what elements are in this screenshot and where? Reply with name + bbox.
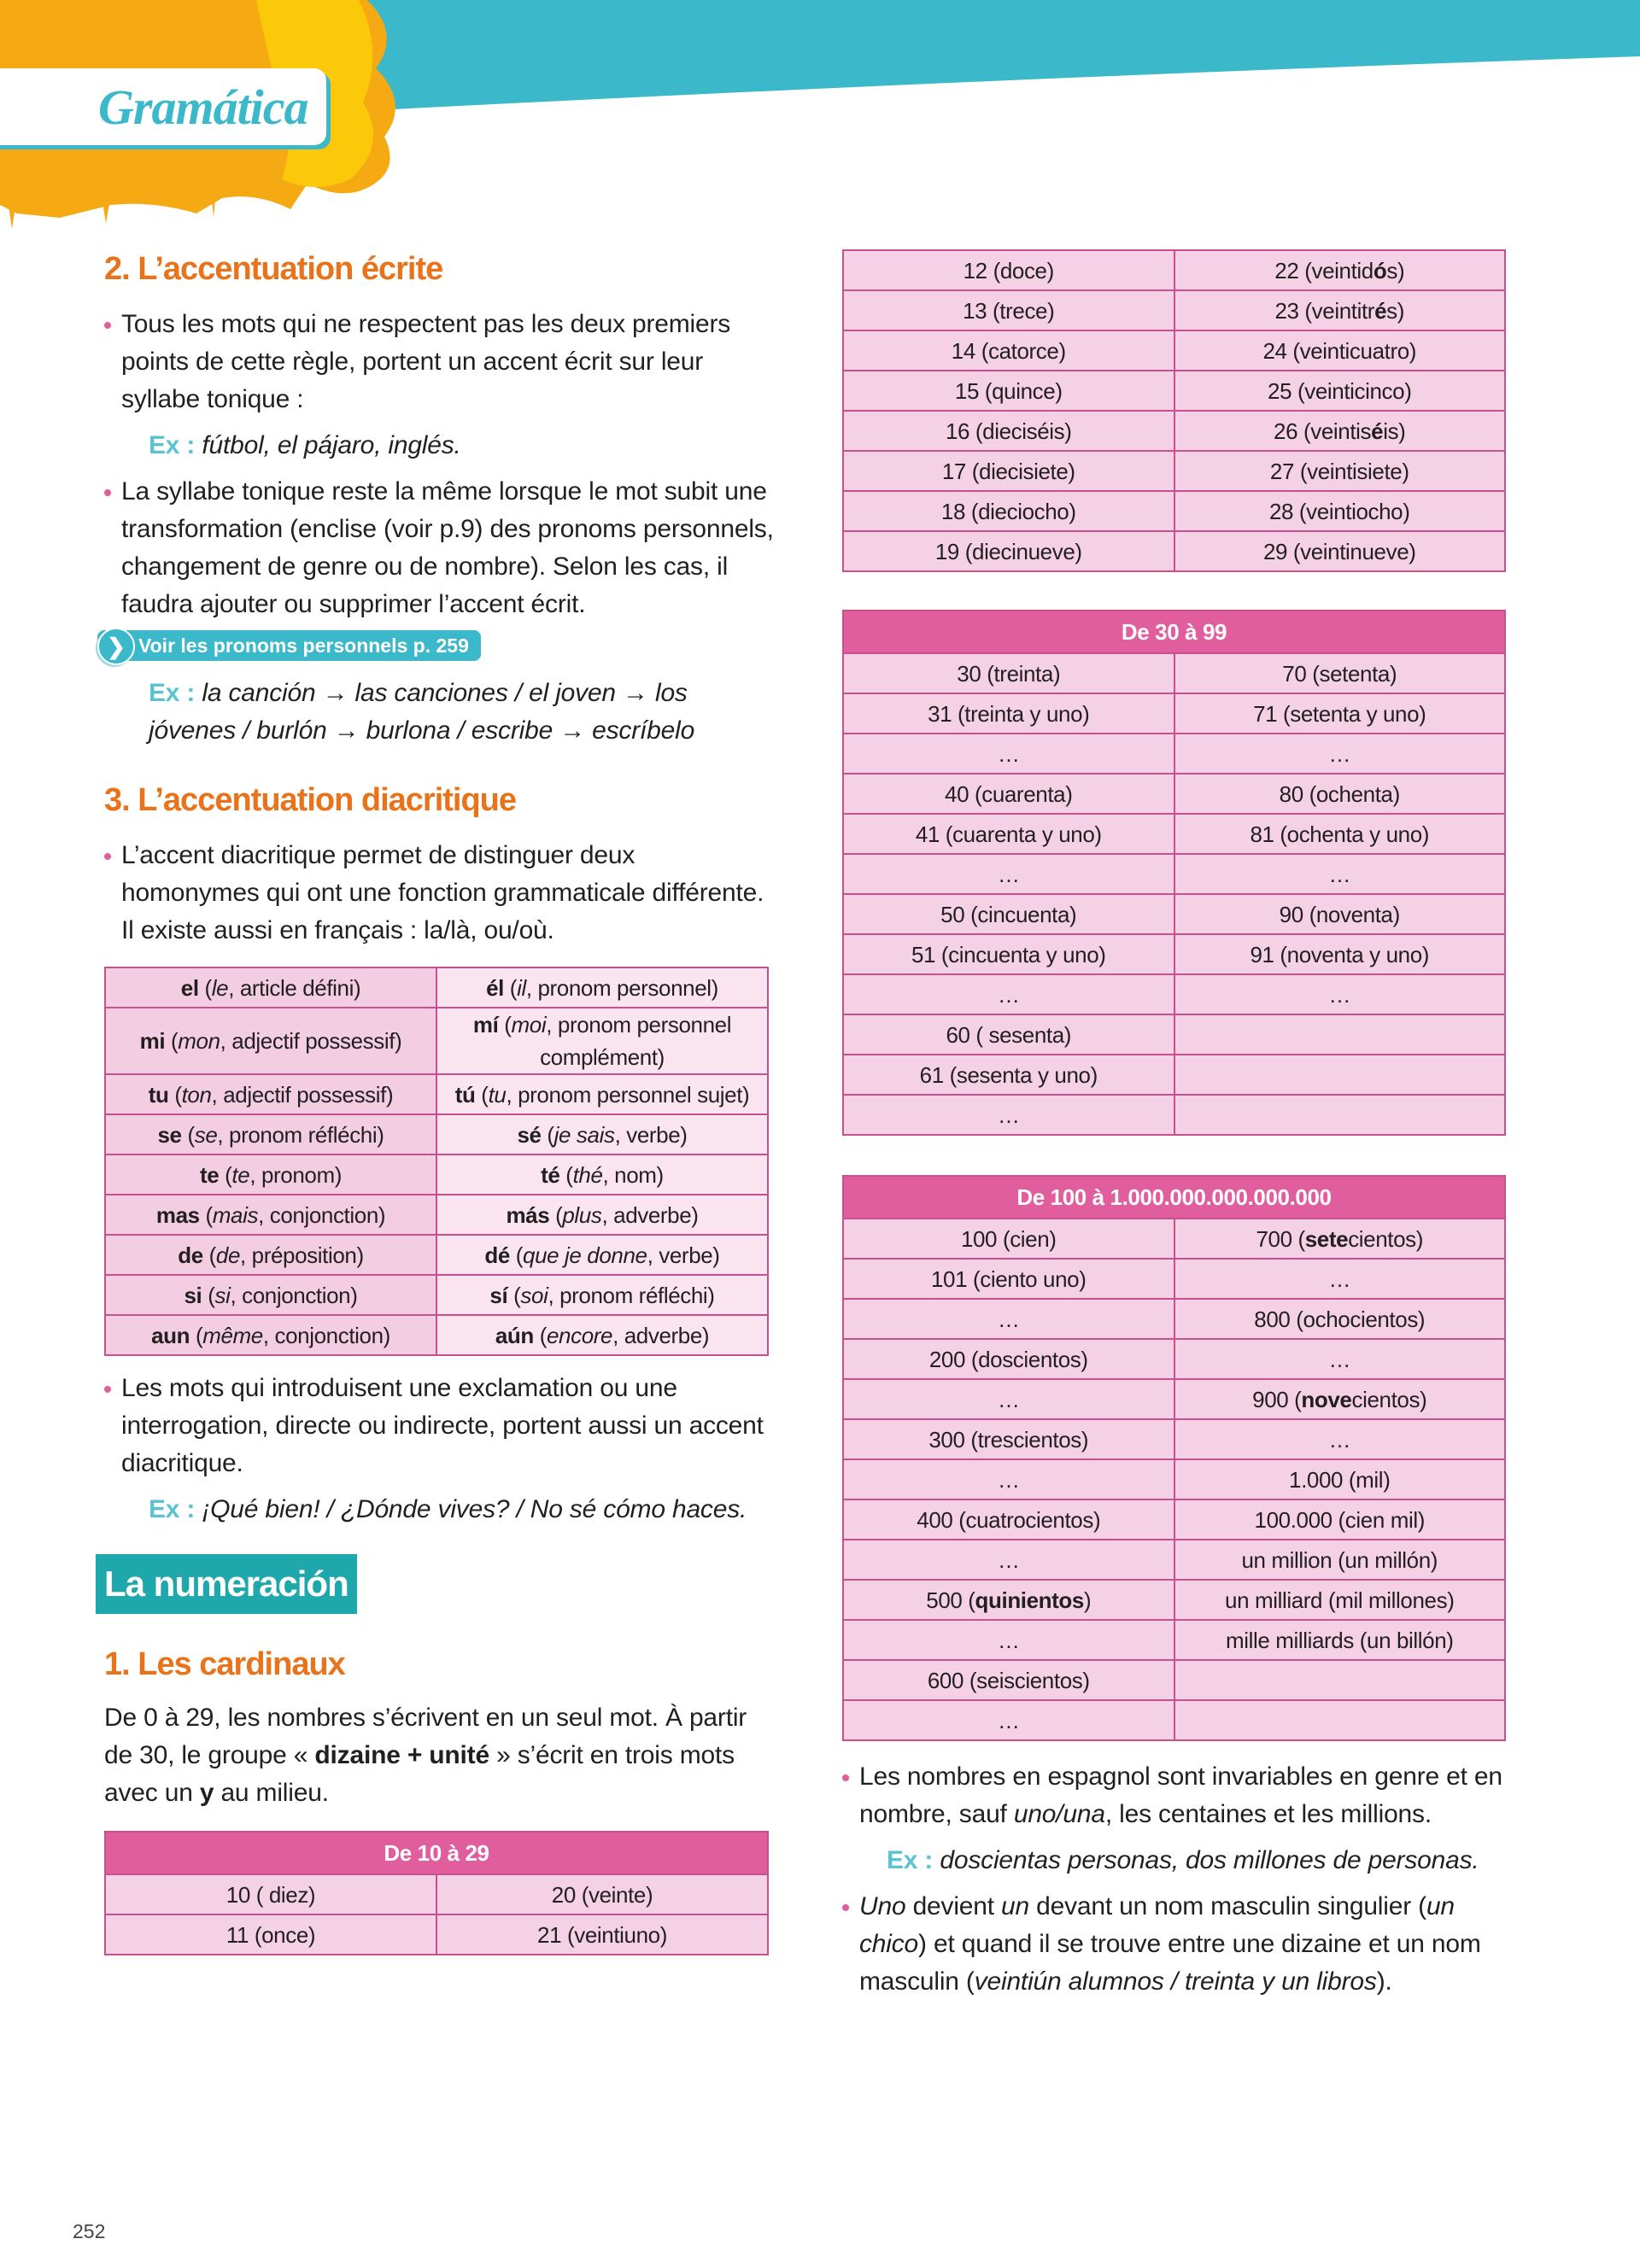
table-cell: 27 (veintisiete)	[1174, 451, 1506, 491]
table-cell: …	[843, 1620, 1174, 1660]
text-segment: aun	[151, 1322, 190, 1348]
table-row	[843, 1700, 1505, 1740]
table-cell: un milliard (mil millones)	[1174, 1580, 1506, 1620]
text-segment: thé	[572, 1161, 603, 1188]
text-segment: )	[1083, 1587, 1092, 1613]
table-row	[843, 1014, 1505, 1055]
text-segment: se	[194, 1121, 218, 1148]
text-segment: fútbol, el pájaro, inglés.	[195, 431, 461, 459]
text-segment: , pronom réfléchi)	[217, 1121, 384, 1148]
bullet-paragraph	[104, 473, 779, 623]
text-segment: 700 (	[1256, 1225, 1305, 1252]
table-row	[105, 1008, 768, 1074]
table-row	[843, 734, 1505, 774]
table-row	[105, 1235, 768, 1275]
text-segment: mais	[212, 1201, 259, 1228]
text-segment: soi	[520, 1282, 548, 1308]
table-row	[843, 1419, 1505, 1459]
text-segment: aún	[495, 1322, 534, 1348]
section-title-numeracion: La numeración	[96, 1554, 357, 1614]
table-cell: 30 (treinta)	[843, 653, 1174, 693]
heading-accentuation-diacritique: 3. L’accentuation diacritique	[104, 782, 517, 818]
table-row	[105, 1874, 768, 1914]
text-segment: (	[199, 1201, 213, 1228]
table-cell	[1174, 1095, 1506, 1135]
table-cell: 100 (cien)	[843, 1219, 1174, 1259]
text-segment: , verbe)	[614, 1121, 688, 1148]
table-row	[843, 814, 1505, 854]
table-cell	[105, 1008, 436, 1074]
text-segment: il	[517, 974, 526, 1001]
table-cell: 11 (once)	[105, 1914, 436, 1955]
table-cell: 21 (veintiuno)	[436, 1914, 768, 1955]
table-cell	[1174, 1700, 1506, 1740]
text-segment: (	[181, 1121, 195, 1148]
table-cell: …	[843, 1700, 1174, 1740]
example-text	[933, 1846, 1479, 1874]
text-segment: se	[157, 1121, 182, 1148]
text-segment: té	[541, 1161, 560, 1188]
bullet-paragraph	[104, 1370, 779, 1482]
text-segment: au milieu.	[214, 1779, 329, 1807]
text-segment: nove	[1301, 1386, 1352, 1412]
table-cell: 61 (sesenta y uno)	[843, 1055, 1174, 1095]
table-row	[843, 411, 1505, 451]
example	[104, 675, 779, 750]
table-10-29-continued-grid	[842, 249, 1506, 572]
text-segment: mon	[178, 1028, 220, 1054]
text-segment: cientos)	[1348, 1225, 1424, 1252]
text-segment: (	[533, 1322, 547, 1348]
text-segment: 22 (veintid	[1274, 257, 1374, 284]
table-cell: 10 ( diez)	[105, 1874, 436, 1914]
text-segment: la canción → las canciones / el joven → los jóvenes / burlón → burlona / escribe → escríbelo	[149, 679, 695, 745]
table-cell	[436, 967, 768, 1008]
text-segment: y	[199, 1779, 214, 1807]
text-segment: cientos)	[1351, 1386, 1427, 1412]
example-label: Ex :	[149, 431, 196, 459]
table-10-29-grid	[104, 1831, 769, 1955]
page-number: 252	[73, 2220, 106, 2242]
table-row	[843, 1299, 1505, 1339]
example	[104, 427, 779, 465]
table-cell	[1174, 1379, 1506, 1419]
example	[104, 1491, 764, 1529]
table-cell	[436, 1074, 768, 1114]
table-cell	[1174, 1660, 1506, 1700]
text-segment: (	[509, 1242, 524, 1268]
table-cell: 90 (noventa)	[1174, 894, 1506, 934]
table-row	[843, 1219, 1505, 1259]
table-row	[843, 1580, 1505, 1620]
example-text	[195, 431, 460, 459]
table-cell: …	[843, 734, 1174, 774]
numeracion-title-row	[104, 1554, 779, 1614]
link-row	[104, 628, 779, 663]
table-cell: …	[843, 974, 1174, 1014]
table-header: De 30 à 99	[843, 611, 1505, 653]
text-segment: él	[486, 974, 504, 1001]
table-cell: 91 (noventa y uno)	[1174, 934, 1506, 974]
table-row	[843, 974, 1505, 1014]
table-cell	[1174, 1055, 1506, 1095]
text-segment: te	[231, 1161, 250, 1188]
table-row	[105, 1154, 768, 1195]
text-segment: si	[214, 1282, 231, 1308]
table-cell	[1174, 250, 1506, 290]
table-cell	[1174, 290, 1506, 330]
table-row	[843, 693, 1505, 734]
text-segment: , conjonction)	[258, 1201, 386, 1228]
table-cell: 31 (treinta y uno)	[843, 693, 1174, 734]
text-segment: moi	[511, 1012, 547, 1038]
example-label: Ex :	[887, 1846, 934, 1874]
text-segment: (	[475, 1081, 489, 1108]
table-row	[105, 1914, 768, 1955]
text-segment: ó	[1373, 257, 1387, 284]
text-segment: , préposition)	[240, 1242, 364, 1268]
text-segment: un	[1001, 1892, 1030, 1920]
text-segment: de	[178, 1242, 203, 1268]
text-segment: sí	[489, 1282, 508, 1308]
right-column	[842, 249, 1517, 2001]
table-cell	[843, 1580, 1174, 1620]
text-segment: (	[498, 1012, 512, 1038]
table-cell: 60 ( sesenta)	[843, 1014, 1174, 1055]
text-segment: » s’écrit en trois mots avec un	[104, 1741, 735, 1807]
table-cell: 101 (ciento uno)	[843, 1259, 1174, 1299]
table-row	[843, 531, 1505, 571]
table-cell: 51 (cincuenta y uno)	[843, 934, 1174, 974]
table-cell: 29 (veintinueve)	[1174, 531, 1506, 571]
table-10-29	[104, 1831, 769, 1955]
text-segment: (	[198, 974, 212, 1001]
table-row	[843, 653, 1505, 693]
text-segment: (	[503, 974, 518, 1001]
table-row	[105, 1275, 768, 1315]
text-segment: tu	[148, 1081, 169, 1108]
table-cell	[1174, 1014, 1506, 1055]
text-segment: , conjonction)	[230, 1282, 358, 1308]
table-cell: 14 (catorce)	[843, 330, 1174, 371]
example-text	[149, 679, 694, 745]
table-cell	[436, 1235, 768, 1275]
table-cell: 70 (setenta)	[1174, 653, 1506, 693]
table-cell: 19 (diecinueve)	[843, 531, 1174, 571]
chevron-right-icon: ❯	[97, 628, 135, 665]
table-cell: 50 (cincuenta)	[843, 894, 1174, 934]
text-segment: , verbe)	[647, 1242, 720, 1268]
table-30-99	[842, 610, 1506, 1136]
bullet-paragraph	[104, 837, 779, 950]
table-cell: …	[1174, 1339, 1506, 1379]
table-row	[843, 371, 1505, 411]
left-column	[104, 249, 779, 1955]
example-label: Ex :	[149, 1495, 196, 1523]
table-cell	[105, 1315, 436, 1355]
text-segment: (	[559, 1161, 573, 1188]
table-cell: 15 (quince)	[843, 371, 1174, 411]
table-row	[843, 1259, 1505, 1299]
table-cell	[436, 1114, 768, 1154]
table-row	[843, 1499, 1505, 1540]
table-cell: 41 (cuarenta y uno)	[843, 814, 1174, 854]
text-segment: que je donne	[523, 1242, 647, 1268]
bullet-paragraph	[842, 1888, 1517, 2001]
table-header: De 10 à 29	[105, 1832, 768, 1874]
table-cell: 300 (trescientos)	[843, 1419, 1174, 1459]
table-cell: 81 (ochenta y uno)	[1174, 814, 1506, 854]
table-cell: 71 (setenta y uno)	[1174, 693, 1506, 734]
text-segment: sete	[1304, 1225, 1349, 1252]
table-cell: 13 (trece)	[843, 290, 1174, 330]
table-row	[105, 1074, 768, 1114]
text-segment: un chico	[859, 1892, 1455, 1958]
table-row	[843, 894, 1505, 934]
text-segment: é	[1371, 418, 1384, 444]
table-row	[105, 1114, 768, 1154]
table-cell: 28 (veintiocho)	[1174, 491, 1506, 531]
table-cell: 40 (cuarenta)	[843, 774, 1174, 814]
link-label: Voir les pronoms personnels p. 259	[138, 634, 469, 657]
text-segment: , conjonction)	[262, 1322, 390, 1348]
text-segment: tú	[454, 1081, 476, 1108]
table-row	[843, 491, 1505, 531]
text-segment: ) et quand il se trouve entre une dizaine et un nom masculin (	[859, 1930, 1481, 1996]
text-segment: tu	[488, 1081, 507, 1108]
table-cell: 800 (ochocientos)	[1174, 1299, 1506, 1339]
table-cell: 25 (veinticinco)	[1174, 371, 1506, 411]
table-row	[843, 1055, 1505, 1095]
table-cell	[105, 1195, 436, 1235]
table-cell	[436, 1154, 768, 1195]
text-segment: quinientos	[975, 1587, 1084, 1613]
text-segment: dizaine + unité	[314, 1741, 489, 1769]
example-label: Ex :	[149, 679, 196, 707]
table-cell: 16 (dieciséis)	[843, 411, 1174, 451]
text-segment: mas	[155, 1201, 200, 1228]
text-segment: devant un nom masculin singulier (	[1029, 1892, 1426, 1920]
table-cell	[105, 1114, 436, 1154]
table-cell: …	[1174, 854, 1506, 894]
table-100-plus-grid	[842, 1175, 1506, 1741]
text-segment: si	[184, 1282, 202, 1308]
table-row	[843, 774, 1505, 814]
diacritic-table	[104, 967, 769, 1356]
text-segment: (	[541, 1121, 554, 1148]
table-row	[843, 250, 1505, 290]
table-cell: …	[1174, 974, 1506, 1014]
text-segment: (	[549, 1201, 563, 1228]
text-segment: (	[168, 1081, 182, 1108]
table-cell	[105, 1074, 436, 1114]
text-segment: La syllabe tonique reste la même lorsque le mot subit une transformation (enclise (voir p.9) des pronoms personnels, changement de genre ou de nombre). Selon les cas, il faudra ajouter ou supprimer l’accent écrit.	[121, 477, 774, 618]
table-cell	[105, 967, 436, 1008]
text-segment: Tous les mots qui ne respectent pas les deux premiers points de cette règle, portent un accent écrit sur leur syllabe tonique :	[121, 310, 731, 413]
table-cell	[436, 1008, 768, 1074]
text-segment: é	[1374, 297, 1387, 324]
text-segment: , adjectif possessif)	[220, 1028, 402, 1054]
text-segment: 900 (	[1252, 1386, 1302, 1412]
text-segment: 500 (	[926, 1587, 975, 1613]
table-row	[843, 1620, 1505, 1660]
table-cell: …	[843, 1540, 1174, 1580]
text-segment: (	[165, 1028, 179, 1054]
text-segment: veintiún alumnos / treinta y un libros	[974, 1967, 1377, 1996]
table-cell: …	[1174, 1419, 1506, 1459]
text-segment: (	[190, 1322, 203, 1348]
table-header: De 100 à 1.000.000.000.000.000	[843, 1176, 1505, 1219]
table-cell: …	[1174, 1259, 1506, 1299]
text-segment: , pronom personnel sujet)	[506, 1081, 750, 1108]
text-segment: , pronom personnel complément)	[540, 1012, 732, 1070]
text-segment: je sais	[554, 1121, 615, 1148]
text-segment: , pronom réfléchi)	[548, 1282, 715, 1308]
text-segment: doscientas personas, dos millones de personas.	[933, 1846, 1479, 1874]
text-segment: s)	[1386, 257, 1405, 284]
table-cell: …	[843, 1379, 1174, 1419]
table-row	[843, 854, 1505, 894]
table-10-29-continued	[842, 249, 1506, 572]
text-segment: Uno	[859, 1892, 906, 1920]
text-segment: De 0 à 29, les nombres s’écrivent en un seul mot. À partir de 30, le groupe «	[104, 1704, 747, 1769]
table-row	[843, 330, 1505, 371]
table-cell	[105, 1154, 436, 1195]
text-segment: devient	[905, 1892, 1002, 1920]
table-cell	[1174, 1219, 1506, 1259]
table-row	[843, 1459, 1505, 1499]
text-segment: (	[202, 1242, 216, 1268]
table-row	[843, 1379, 1505, 1419]
text-segment: , pronom)	[249, 1161, 342, 1188]
text-segment: , les centaines et les millions.	[1104, 1800, 1432, 1828]
text-segment: L’accent diacritique permet de distinguer deux homonymes qui ont une fonction grammaticale différente. Il existe aussi en français : la/là, ou/où.	[121, 841, 764, 944]
text-segment: (	[219, 1161, 232, 1188]
table-cell	[436, 1315, 768, 1355]
text-segment: te	[200, 1161, 220, 1188]
table-row	[105, 1195, 768, 1235]
section-label-box	[0, 68, 326, 145]
table-cell: 600 (seiscientos)	[843, 1660, 1174, 1700]
text-segment: mí	[472, 1012, 499, 1038]
table-cell: …	[843, 1095, 1174, 1135]
table-cell: 12 (doce)	[843, 250, 1174, 290]
text-segment: más	[506, 1201, 550, 1228]
table-100-plus	[842, 1175, 1506, 1741]
table-row	[105, 967, 768, 1008]
table-row	[843, 1339, 1505, 1379]
text-segment: , nom)	[602, 1161, 664, 1188]
table-row	[843, 1660, 1505, 1700]
table-cell: un million (un millón)	[1174, 1540, 1506, 1580]
table-row	[843, 1095, 1505, 1135]
text-segment: , adverbe)	[601, 1201, 699, 1228]
text-segment: Les nombres en espagnol sont invariables en genre et en nombre, sauf	[859, 1762, 1502, 1828]
table-cell	[105, 1235, 436, 1275]
table-cell: 100.000 (cien mil)	[1174, 1499, 1506, 1540]
table-cell: 80 (ochenta)	[1174, 774, 1506, 814]
table-cell: 17 (diecisiete)	[843, 451, 1174, 491]
bullet-paragraph	[104, 306, 779, 418]
text-segment: el	[180, 974, 199, 1001]
diacritic-table-grid	[104, 967, 769, 1356]
table-cell	[436, 1195, 768, 1235]
section-title: Gramática	[98, 79, 308, 135]
table-cell	[1174, 411, 1506, 451]
table-cell: mille milliards (un billón)	[1174, 1620, 1506, 1660]
table-cell: …	[843, 1459, 1174, 1499]
text-segment: 23 (veintitr	[1274, 297, 1375, 324]
text-segment: , adverbe)	[612, 1322, 710, 1348]
table-row	[843, 290, 1505, 330]
text-segment: 26 (veintis	[1274, 418, 1372, 444]
text-segment: Les mots qui introduisent une exclamation ou une interrogation, directe ou indirecte, portent aussi un accent diacritique.	[121, 1374, 764, 1477]
table-row	[843, 1540, 1505, 1580]
table-30-99-grid	[842, 610, 1506, 1136]
table-cell: 200 (doscientos)	[843, 1339, 1174, 1379]
example-text	[195, 1495, 747, 1523]
table-cell: 1.000 (mil)	[1174, 1459, 1506, 1499]
table-cell	[105, 1275, 436, 1315]
heading-accentuation-ecrite: 2. L’accentuation écrite	[104, 251, 443, 287]
table-row	[105, 1315, 768, 1355]
text-segment: uno/una	[1013, 1800, 1105, 1828]
table-cell: 24 (veinticuatro)	[1174, 330, 1506, 371]
heading-cardinaux: 1. Les cardinaux	[104, 1646, 345, 1682]
text-segment: encore	[546, 1322, 613, 1348]
text-segment: même	[202, 1322, 263, 1348]
table-row	[843, 934, 1505, 974]
text-segment: , adjectif possessif)	[211, 1081, 394, 1108]
table-row	[843, 451, 1505, 491]
text-segment: sé	[517, 1121, 542, 1148]
text-segment: , article défini)	[228, 974, 361, 1001]
text-segment: is)	[1383, 418, 1406, 444]
link-pronoms-personnels[interactable]	[97, 630, 481, 661]
table-cell: …	[1174, 734, 1506, 774]
table-cell: 20 (veinte)	[436, 1874, 768, 1914]
table-cell: 400 (cuatrocientos)	[843, 1499, 1174, 1540]
table-cell: …	[843, 1299, 1174, 1339]
text-segment: ).	[1376, 1967, 1392, 1996]
text-segment: ton	[181, 1081, 212, 1108]
table-cell: …	[843, 854, 1174, 894]
example	[842, 1842, 1485, 1879]
bullet-paragraph	[842, 1758, 1517, 1833]
table-cell: 18 (dieciocho)	[843, 491, 1174, 531]
text-segment: s)	[1386, 297, 1404, 324]
text-segment: dé	[484, 1242, 510, 1268]
text-segment: , pronom personnel)	[525, 974, 718, 1001]
cardinaux-paragraph	[104, 1699, 779, 1812]
text-segment: le	[211, 974, 229, 1001]
text-segment: (	[202, 1282, 215, 1308]
text-segment: mi	[139, 1028, 166, 1054]
text-segment: ¡Qué bien! / ¿Dónde vives? / No sé cómo haces.	[195, 1495, 747, 1523]
text-segment: (	[507, 1282, 521, 1308]
text-segment: plus	[562, 1201, 602, 1228]
table-cell	[436, 1275, 768, 1315]
text-segment: de	[215, 1242, 241, 1268]
